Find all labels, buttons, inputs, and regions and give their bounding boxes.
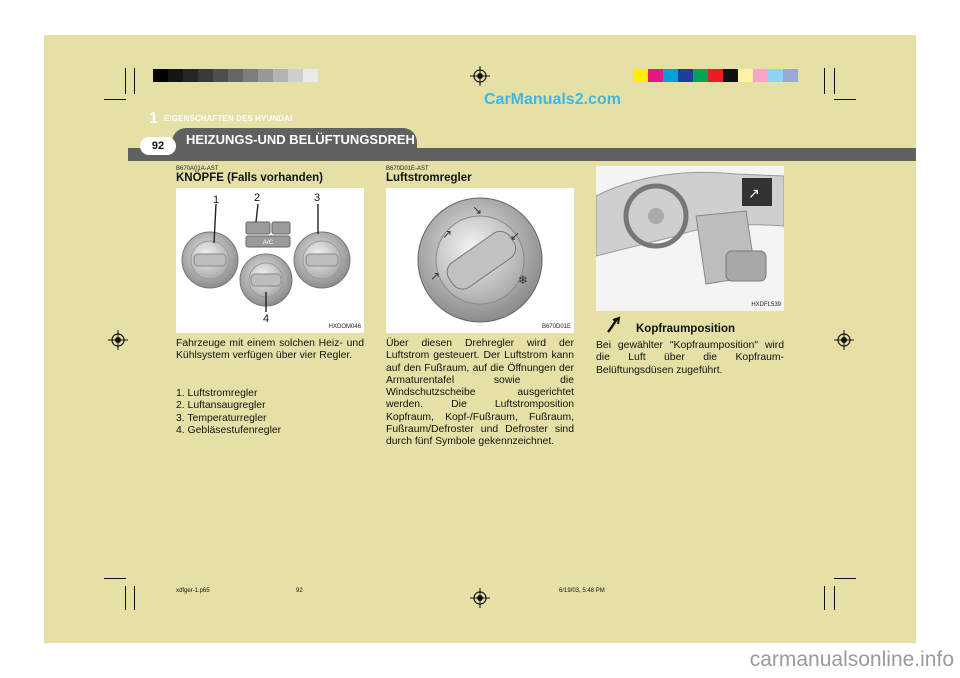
bilevel-icon: ↘ [472, 203, 483, 217]
crop-mark [104, 99, 126, 100]
callout-3: 3 [314, 192, 321, 204]
print-bar-swatch [153, 69, 168, 82]
list-item: 1. Luftstromregler [176, 388, 258, 399]
print-bar-swatch [708, 69, 723, 82]
dashboard-figure [596, 166, 784, 311]
head-vent-icon [604, 316, 624, 336]
section-title: HEIZUNGS-UND BELÜFTUNGSDREH [172, 128, 417, 152]
crop-mark [834, 99, 856, 100]
head-vent-icon: ↗ [748, 186, 760, 202]
print-bar-swatch [783, 69, 798, 82]
crop-mark [834, 68, 835, 94]
print-bar-swatch [213, 69, 228, 82]
crop-mark [824, 586, 825, 610]
print-bar-swatch [258, 69, 273, 82]
footer-file: xdfger-1.p65 [176, 588, 210, 594]
section-code: B670A01A-AST [176, 166, 219, 172]
print-bar-swatch [288, 69, 303, 82]
section-heading: KNÖPFE (Falls vorhanden) [176, 172, 323, 184]
footer-date: 6/19/03, 5:48 PM [559, 588, 605, 594]
crop-mark [824, 68, 825, 94]
control-list [176, 388, 364, 437]
print-bar-swatch [693, 69, 708, 82]
section-code: B670D01E-AST [386, 166, 429, 172]
registration-mark-icon [470, 588, 490, 608]
print-bar-swatch [738, 69, 753, 82]
print-bar-swatch [303, 69, 318, 82]
list-item: 4. Gebläsestufenregler [176, 424, 282, 436]
floor-icon: ↙ [510, 229, 521, 243]
print-bar-swatch [633, 69, 648, 82]
chapter-title: EIGENSCHAFTEN DES HYUNDAI [164, 114, 293, 123]
climate-control-panel-illustration [176, 188, 364, 333]
airflow-knob-figure [386, 188, 574, 333]
print-bar-swatch [753, 69, 768, 82]
crop-mark [125, 68, 126, 94]
print-bar-swatch [183, 69, 198, 82]
figure-label: HXDFL539 [751, 302, 781, 308]
color-print-bar [633, 69, 798, 82]
figure-label: B670D01E [541, 324, 571, 330]
list-item: 3. Temperaturregler [176, 412, 267, 424]
airflow-paragraph: Über diesen Drehregler wird der Luftstrom gesteuert. Der Luftstrom kann auf den Fußraum, auf die Öffnungen der Armaturentafel sowie die Windschutzscheibe ausgerichtet werden. Die Luftstromposition Kopfraum, Kopf-/Fußraum, Fußraum, Fußraum/Defroster und Defroster sind durch fünf Symbole gekennzeichnet. [386, 338, 574, 448]
print-bar-swatch [648, 69, 663, 82]
crop-mark [834, 578, 856, 579]
page-number: 92 [140, 137, 176, 155]
kopfraum-paragraph: Bei gewählter "Kopfraumposition" wird die Luft über die Kopfraum-Belüftungsdüsen zugeführt. [596, 340, 784, 376]
head-vent-icon: ↗ [442, 227, 453, 241]
print-bar-swatch [243, 69, 258, 82]
crop-mark [134, 586, 135, 610]
dashboard-illustration [596, 166, 784, 311]
print-bar-swatch [198, 69, 213, 82]
chapter-number: 1 [149, 110, 158, 127]
crop-mark [834, 586, 835, 610]
ac-label: A/C [262, 239, 274, 246]
callout-4: 4 [263, 313, 270, 325]
section-heading: Luftstromregler [386, 172, 472, 184]
print-bar-swatch [768, 69, 783, 82]
crop-mark [104, 578, 126, 579]
registration-mark-icon [834, 330, 854, 350]
climate-knobs-figure [176, 188, 364, 333]
bottom-watermark[interactable]: carmanualsonline.info [749, 648, 954, 671]
crop-mark [125, 586, 126, 610]
watermark-link[interactable]: CarManuals2.com [484, 91, 621, 108]
airflow-knob-illustration [386, 188, 574, 333]
list-item: 2. Luftansaugregler [176, 400, 266, 412]
defrost-icon: ❄ [518, 273, 529, 287]
callout-2: 2 [254, 192, 261, 204]
print-bar-swatch [663, 69, 678, 82]
print-bar-swatch [168, 69, 183, 82]
intro-paragraph: Fahrzeuge mit einem solchen Heiz- und Kühlsystem verfügen über vier Regler. [176, 338, 364, 362]
crop-mark [134, 68, 135, 94]
registration-mark-icon [108, 330, 128, 350]
print-bar-swatch [723, 69, 738, 82]
floor-defrost-icon: ↗ [430, 269, 441, 283]
print-bar-swatch [678, 69, 693, 82]
registration-mark-icon [470, 66, 490, 86]
print-bar-swatch [273, 69, 288, 82]
grayscale-print-bar [153, 69, 318, 82]
figure-label: HXDOM046 [328, 324, 361, 330]
footer-page: 92 [296, 588, 303, 594]
print-bar-swatch [228, 69, 243, 82]
subheading: Kopfraumposition [636, 323, 736, 335]
callout-1: 1 [213, 194, 220, 206]
